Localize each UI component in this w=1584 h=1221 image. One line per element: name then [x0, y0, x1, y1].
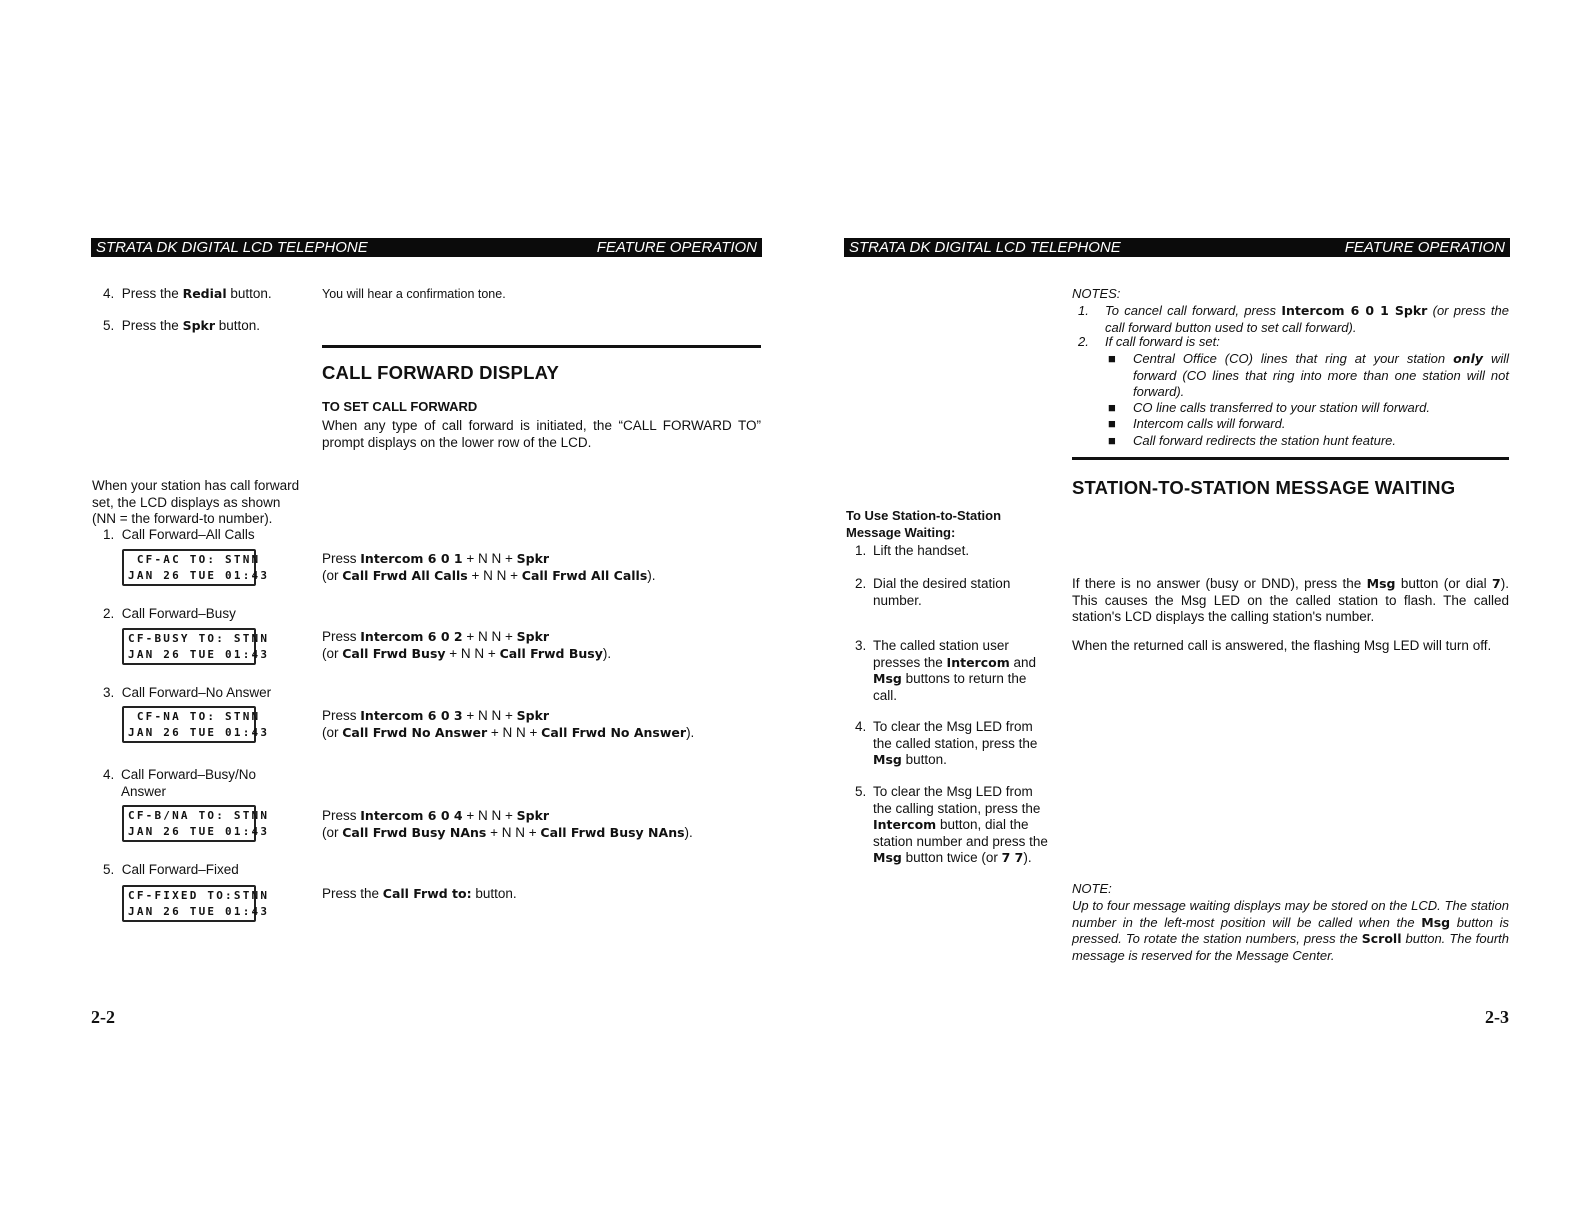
mw-step-4: 4. To clear the Msg LED from the called station, press the Msg button. [855, 719, 1038, 767]
mw-step-3: 3. The called station user presses the Intercom and Msg buttons to return the call. [855, 638, 1037, 703]
mw-step-2: 2. Dial the desired station number. [855, 576, 1011, 608]
instruction-all-calls: Press Intercom 6 0 1 + N N + Spkr (or Call Frwd All Calls + N N + Call Frwd All Calls). [322, 551, 656, 583]
note-title: NOTE: [1072, 881, 1112, 896]
lcd-side-note: When your station has call forward set, the LCD displays as shown (NN = the forward-to number). [92, 478, 300, 526]
forward-label-fixed: 5. Call Forward–Fixed [103, 862, 239, 877]
call-forward-display-heading: CALL FORWARD DISPLAY [322, 362, 559, 383]
mw-paragraph-2: When the returned call is answered, the flashing Msg LED will turn off. [1072, 638, 1492, 653]
notes-title: NOTES: [1072, 286, 1121, 301]
forward-label-busy: 2. Call Forward–Busy [103, 606, 236, 621]
left-page-number: 2-2 [91, 1007, 115, 1027]
note-2-text: If call forward is set: [1105, 334, 1220, 349]
step-4-redial: 4. Press the Redial button. [103, 286, 272, 301]
bullet-square-icon: ■ [1108, 351, 1116, 366]
lcd-display-all-calls: CF-AC TO: STNN JAN 26 TUE 01:43 [122, 549, 256, 586]
bullet-1-text: Central Office (CO) lines that ring at your station only will forward (CO lines that ring into more than one station will not forward). [1133, 351, 1509, 399]
instruction-no-answer: Press Intercom 6 0 3 + N N + Spkr (or Call Frwd No Answer + N N + Call Frwd No Answer). [322, 708, 695, 740]
bullet-3-text: Intercom calls will forward. [1133, 416, 1286, 431]
redial-button-label: Redial [182, 286, 227, 301]
confirmation-tone-text: You will hear a confirmation tone. [322, 287, 506, 301]
right-header-section: FEATURE OPERATION [1344, 239, 1505, 256]
lcd-display-busy-no-answer: CF-B/NA TO: STNN JAN 26 TUE 01:43 [122, 805, 256, 842]
bullet-square-icon: ■ [1108, 433, 1116, 448]
spkr-button-label: Spkr [182, 318, 215, 333]
section-rule-right [1072, 457, 1509, 460]
to-set-call-forward-heading: TO SET CALL FORWARD [322, 399, 478, 414]
note-1-num: 1. [1078, 303, 1089, 318]
instruction-busy-no-answer: Press Intercom 6 0 4 + N N + Spkr (or Call Frwd Busy NAns + N N + Call Frwd Busy NAns). [322, 808, 693, 840]
mw-paragraph-1: If there is no answer (busy or DND), press the Msg button (or dial 7). This causes the Msg LED on the called station to flash. The called station's LCD displays the calling station's number. [1072, 576, 1509, 624]
bullet-2-text: CO line calls transferred to your station will forward. [1133, 400, 1430, 415]
note-2-num: 2. [1078, 334, 1089, 349]
mw-step-5: 5. To clear the Msg LED from the calling station, press the Intercom button, dial the station number and press the Msg button twice (or 7 7). [855, 784, 1048, 865]
forward-label-no-answer: 3. Call Forward–No Answer [103, 685, 272, 700]
lcd-display-busy: CF-BUSY TO: STNN JAN 26 TUE 01:43 [122, 628, 256, 665]
left-header-title: STRATA DK DIGITAL LCD TELEPHONE [96, 239, 368, 256]
bullet-square-icon: ■ [1108, 400, 1116, 415]
right-page-number: 2-3 [1485, 1007, 1509, 1027]
call-forward-intro: When any type of call forward is initiated, the “CALL FORWARD TO” prompt displays on the lower row of the LCD. [322, 418, 761, 450]
instruction-fixed: Press the Call Frwd to: button. [322, 886, 517, 901]
left-header-bar [91, 238, 762, 257]
right-header-bar [844, 238, 1510, 257]
right-header-title: STRATA DK DIGITAL LCD TELEPHONE [849, 239, 1121, 256]
left-header-section: FEATURE OPERATION [596, 239, 757, 256]
step-5-spkr: 5. Press the Spkr button. [103, 318, 261, 333]
lcd-display-fixed: CF-FIXED TO:STNN JAN 26 TUE 01:43 [122, 885, 256, 922]
section-rule-left [322, 345, 761, 348]
note-1-text: To cancel call forward, press Intercom 6 0 1 Spkr (or press the call forward button used to set call forward). [1105, 303, 1509, 335]
instruction-busy: Press Intercom 6 0 2 + N N + Spkr (or Call Frwd Busy + N N + Call Frwd Busy). [322, 629, 612, 661]
forward-label-all-calls: 1. Call Forward–All Calls [103, 527, 255, 542]
forward-label-busy-no-answer: 4. Call Forward–Busy/No Answer [103, 767, 257, 799]
mw-step-1: 1. Lift the handset. [855, 543, 970, 558]
message-waiting-heading: STATION-TO-STATION MESSAGE WAITING [1072, 477, 1456, 498]
bullet-4-text: Call forward redirects the station hunt feature. [1133, 433, 1397, 448]
bullet-square-icon: ■ [1108, 416, 1116, 431]
to-use-heading: To Use Station-to-Station Message Waiting: [846, 508, 1002, 540]
call-frwd-to-button-label: Call Frwd to: [382, 886, 472, 901]
note-body: Up to four message waiting displays may be stored on the LCD. The station number in the left-most position will be called when the Msg button is pressed. To rotate the station numbers, press the Scroll button. The fourth message is reserved for the Message Center. [1072, 898, 1509, 963]
lcd-display-no-answer: CF-NA TO: STNN JAN 26 TUE 01:43 [122, 706, 256, 743]
